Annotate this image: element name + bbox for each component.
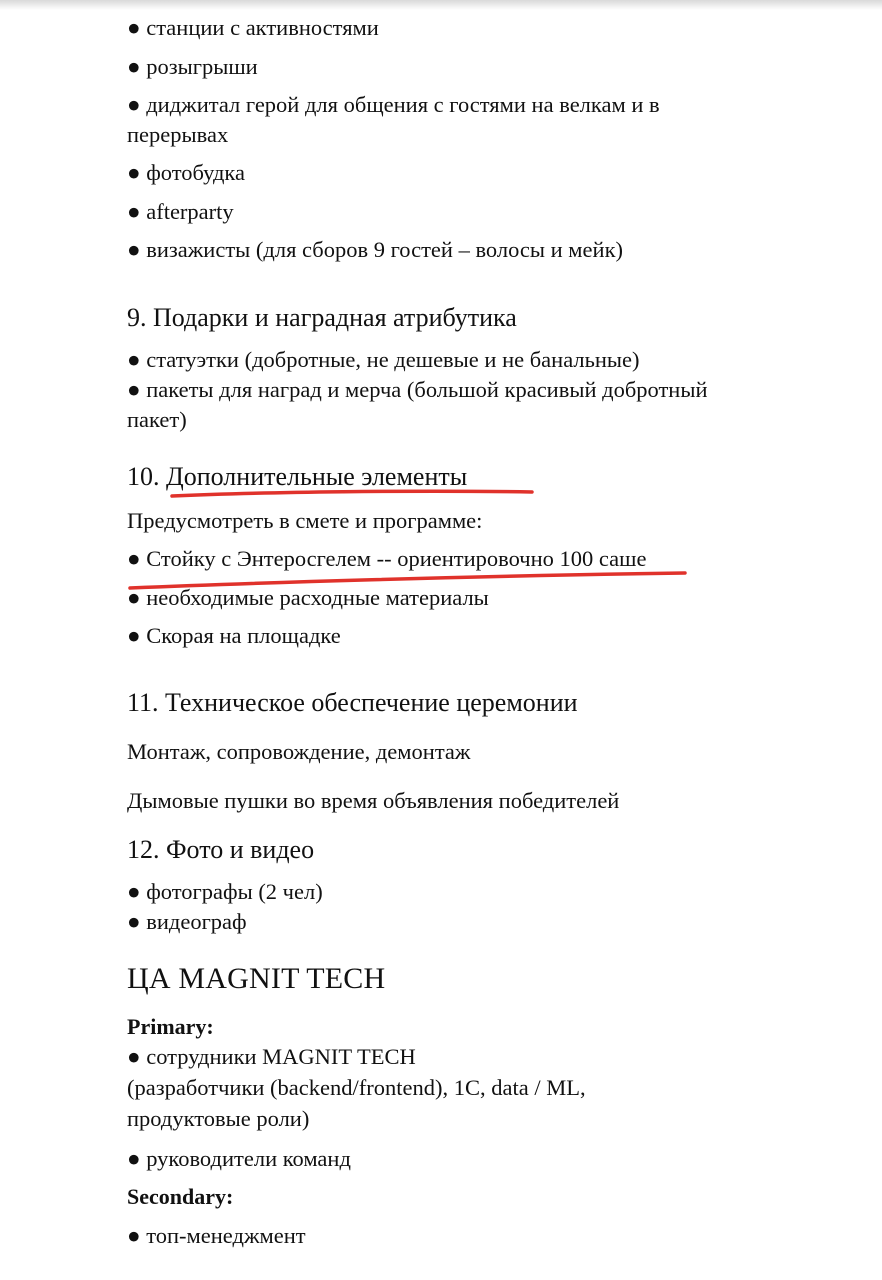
secondary-label: Secondary: [127, 1184, 234, 1209]
list-item: ● статуэтки (добротные, не дешевые и не банальные) [127, 347, 640, 372]
list-item: ● станции с активностями [127, 15, 379, 40]
section-heading-photo-video: 12. Фото и видео [127, 835, 315, 864]
list-item: ● пакеты для наград и мерча (большой красивый добротный [127, 377, 708, 402]
list-item: ● диджитал герой для общения с гостями на велкам и в [127, 92, 660, 117]
list-item: ● Стойку с Энтеросгелем -- ориентировочно 100 саше [127, 546, 647, 571]
red-underline-mark [172, 491, 532, 496]
list-item: ● визажисты (для сборов 9 гостей – волосы и мейк) [127, 237, 623, 262]
list-item: ● необходимые расходные материалы [127, 585, 489, 610]
list-item: ● топ-менеджмент [127, 1223, 306, 1248]
audience-heading: ЦА MAGNIT TECH [127, 962, 386, 995]
list-item: ● руководители команд [127, 1146, 351, 1171]
list-item-continuation: пакет) [127, 407, 187, 432]
body-line: Дымовые пушки во время объявления победителей [127, 788, 620, 813]
list-item: ● сотрудники MAGNIT TECH [127, 1044, 416, 1069]
section-heading-gifts: 9. Подарки и наградная атрибутика [127, 303, 517, 332]
list-item: ● фотобудка [127, 160, 245, 185]
list-item: ● Скорая на площадке [127, 623, 341, 648]
section-heading-additional: 10. Дополнительные элементы [127, 462, 468, 491]
list-item: ● фотографы (2 чел) [127, 879, 323, 904]
list-item-continuation: (разработчики (backend/frontend), 1С, data / ML, [127, 1075, 586, 1100]
red-underline-mark [130, 573, 685, 588]
primary-label: Primary: [127, 1014, 214, 1039]
list-item: ● видеограф [127, 909, 247, 934]
body-line: Монтаж, сопровождение, демонтаж [127, 739, 471, 764]
list-item: ● afterparty [127, 199, 234, 224]
section-intro: Предусмотреть в смете и программе: [127, 508, 483, 533]
list-item-continuation: перерывах [127, 122, 229, 147]
list-item: ● розыгрыши [127, 54, 258, 79]
section-heading-technical: 11. Техническое обеспечение церемонии [127, 688, 578, 717]
list-item-continuation: продуктовые роли) [127, 1106, 310, 1131]
